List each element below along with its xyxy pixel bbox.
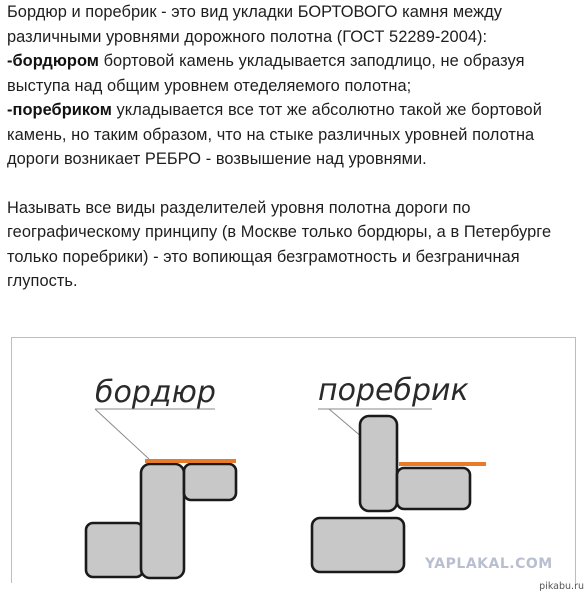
conclusion-paragraph [7,196,585,294]
edge-low-slab [312,518,404,572]
edge-term: -поребриком [7,101,112,119]
curb-low-slab [86,523,143,577]
curb-leader-line [95,409,149,459]
conclusion-text: Называть все виды разделителей уровня полотна дороги по географическому принципу (в Москве только бордюры, а в Петербурге только поребрики) - это вопиющая безграмотность и безграничная глупость. [7,198,552,290]
edge-stone-vertical [360,416,397,511]
curb-term: -бордюром [7,52,99,70]
article-text [7,0,585,294]
curb-high-slab [184,464,236,500]
yaplakal-watermark: YAPLAKAL.COM [425,556,553,572]
curb-description: бортовой камень укладывается заподлицо, не образуя выступа над общим уровнем отеделяемого полотна; [7,52,525,95]
edge-definition [7,98,585,172]
intro-text: Бордюр и поребрик - это вид укладки БОРТОВОГО камня между различными уровнями дорожного полотна (ГОСТ 52289-2004): [7,3,503,46]
curb-stone-vertical [141,464,184,578]
edge-description: укладывается все тот же абсолютно такой же бортовой камень, но таким образом, что на стыке различных уровней полотна дороги возникает РЕБРО - возвышение над уровнями. [7,101,542,168]
curb-definition [7,49,585,98]
edge-high-slab [397,468,470,509]
curb-diagram-svg [11,337,576,583]
source-watermark: pikabu.ru [539,581,584,592]
curb-diagram [11,337,576,583]
intro-paragraph [7,0,585,49]
curb-label: бордюр [95,375,216,410]
edge-label: поребрик [318,373,469,408]
paragraph-gap [7,172,585,196]
